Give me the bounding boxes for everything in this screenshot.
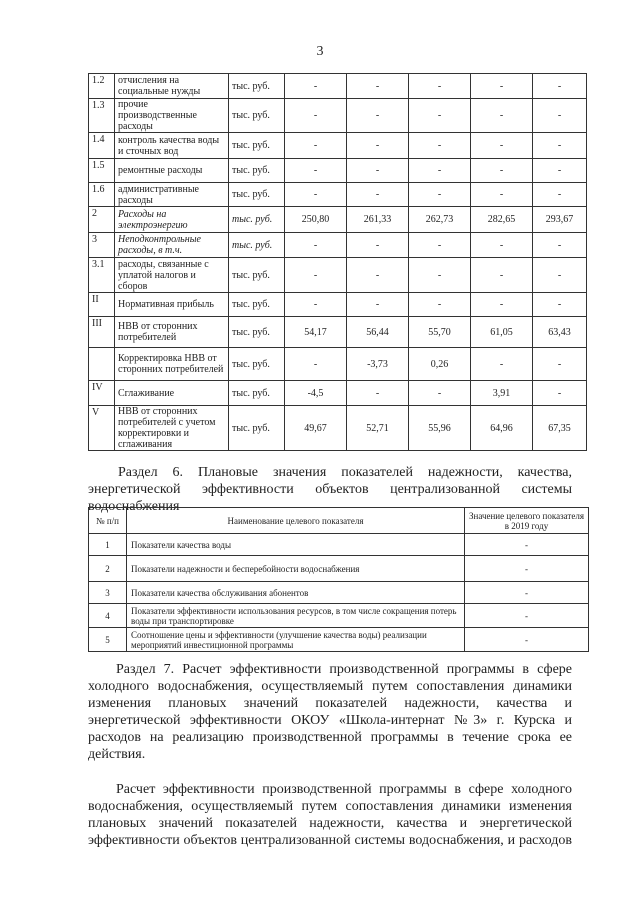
- indicator-number: 2: [89, 556, 127, 582]
- indicator-name: Показатели надежности и бесперебойности водоснабжения: [127, 556, 465, 582]
- value-cell: -: [533, 348, 587, 381]
- row-name: НВВ от сторонних потребителей с учетом корректировки и сглаживания: [115, 406, 229, 451]
- value-cell: -: [285, 183, 347, 207]
- value-cell: -: [347, 133, 409, 159]
- page-number: 3: [316, 44, 324, 59]
- value-cell: -: [471, 183, 533, 207]
- value-cell: 282,65: [471, 207, 533, 233]
- value-cell: -: [409, 159, 471, 183]
- value-cell: -: [533, 183, 587, 207]
- value-cell: -: [471, 74, 533, 99]
- row-unit: тыс. руб.: [229, 317, 285, 348]
- table-row: [89, 233, 587, 258]
- header-name: Наименование целевого показателя: [127, 508, 465, 534]
- table-row: [89, 556, 589, 582]
- text-line: водоснабжения, осуществляемый путем сопоставления динамики изменения: [88, 799, 572, 814]
- table-row: [89, 348, 587, 381]
- table-header-row: [89, 508, 589, 534]
- value-cell: -: [533, 99, 587, 133]
- value-cell: -: [409, 233, 471, 258]
- value-cell: 293,67: [533, 207, 587, 233]
- indicator-number: 3: [89, 582, 127, 604]
- indicator-number: 4: [89, 604, 127, 628]
- text-line: плановых значений показателей надежности, качества и энергетической: [88, 816, 572, 831]
- text-line: изменения плановых значений показателей надежности, качества и: [88, 696, 572, 711]
- value-cell: -: [409, 99, 471, 133]
- value-cell: 67,35: [533, 406, 587, 451]
- value-cell: -: [285, 348, 347, 381]
- value-cell: -: [347, 233, 409, 258]
- value-cell: -: [471, 99, 533, 133]
- section-6-heading: [118, 464, 572, 481]
- value-cell: -: [471, 133, 533, 159]
- section-6-line: водоснабжения: [88, 499, 180, 514]
- row-name: контроль качества воды и сточных вод: [115, 133, 229, 159]
- row-unit: тыс. руб.: [229, 293, 285, 317]
- indicator-value: -: [465, 582, 589, 604]
- table-row: [89, 183, 587, 207]
- value-cell: -: [285, 258, 347, 293]
- text-line: Раздел 7. Расчет эффективности производственной программы в сфере: [116, 662, 572, 677]
- header-num: № п/п: [89, 508, 127, 534]
- value-cell: -: [347, 258, 409, 293]
- row-unit: тыс. руб.: [229, 348, 285, 381]
- table-row: [89, 293, 587, 317]
- row-name: Корректировка НВВ от сторонних потребителей: [115, 348, 229, 381]
- row-number: 1.2: [89, 74, 115, 99]
- row-name: Нормативная прибыль: [115, 293, 229, 317]
- row-unit: тыс. руб.: [229, 159, 285, 183]
- row-name: административные расходы: [115, 183, 229, 207]
- row-number: III: [89, 317, 115, 348]
- value-cell: 3,91: [471, 381, 533, 406]
- table-row: [89, 406, 587, 451]
- row-unit: тыс. руб.: [229, 381, 285, 406]
- row-number: 1.6: [89, 183, 115, 207]
- row-name: отчисления на социальные нужды: [115, 74, 229, 99]
- row-name: прочие производственные расходы: [115, 99, 229, 133]
- row-name: Сглаживание: [115, 381, 229, 406]
- value-cell: -: [533, 381, 587, 406]
- value-cell: -: [471, 348, 533, 381]
- section-7-paragraph: [88, 661, 572, 763]
- value-cell: 54,17: [285, 317, 347, 348]
- value-cell: -: [533, 258, 587, 293]
- value-cell: -: [533, 233, 587, 258]
- row-number: 2: [89, 207, 115, 233]
- value-cell: -: [533, 74, 587, 99]
- table-row: [89, 628, 589, 652]
- value-cell: -: [409, 183, 471, 207]
- financial-table: [88, 73, 587, 451]
- value-cell: -4,5: [285, 381, 347, 406]
- row-unit: тыс. руб.: [229, 258, 285, 293]
- row-unit: тыс. руб.: [229, 74, 285, 99]
- table-row: [89, 207, 587, 233]
- value-cell: 61,05: [471, 317, 533, 348]
- row-unit: тыс. руб.: [229, 99, 285, 133]
- indicator-value: -: [465, 534, 589, 556]
- value-cell: -: [409, 74, 471, 99]
- row-unit: тыс. руб.: [229, 133, 285, 159]
- text-line: действия.: [88, 747, 146, 762]
- row-unit: тыс. руб.: [229, 207, 285, 233]
- value-cell: -: [347, 183, 409, 207]
- value-cell: -: [285, 133, 347, 159]
- table-row: [89, 381, 587, 406]
- row-name: Расходы на электроэнергию: [115, 207, 229, 233]
- value-cell: -: [409, 293, 471, 317]
- efficiency-paragraph: [88, 781, 572, 849]
- value-cell: -: [347, 293, 409, 317]
- value-cell: -: [285, 233, 347, 258]
- value-cell: -: [409, 258, 471, 293]
- text-line: Расчет эффективности производственной программы в сфере холодного: [116, 782, 572, 797]
- row-number: 1.5: [89, 159, 115, 183]
- table-row: [89, 74, 587, 99]
- row-unit: тыс. руб.: [229, 183, 285, 207]
- row-unit: тыс. руб.: [229, 233, 285, 258]
- row-unit: тыс. руб.: [229, 406, 285, 451]
- indicators-table: [88, 507, 589, 652]
- indicator-name: Соотношение цены и эффективности (улучшение качества воды) реализации мероприятий инвестиционной программы: [127, 628, 465, 652]
- row-name: НВВ от сторонних потребителей: [115, 317, 229, 348]
- text-line: холодного водоснабжения, осуществляемый путем сопоставления динамики: [88, 679, 572, 694]
- value-cell: -: [285, 159, 347, 183]
- value-cell: 56,44: [347, 317, 409, 348]
- value-cell: -: [285, 99, 347, 133]
- value-cell: 63,43: [533, 317, 587, 348]
- table-row: [89, 604, 589, 628]
- value-cell: -: [347, 381, 409, 406]
- row-number: 1.3: [89, 99, 115, 133]
- table-row: [89, 159, 587, 183]
- row-name: Неподконтрольные расходы, в т.ч.: [115, 233, 229, 258]
- table-row: [89, 133, 587, 159]
- value-cell: -: [471, 293, 533, 317]
- text-line: расходов на реализацию производственной программы в течение срока ее: [88, 730, 572, 745]
- row-number: 1.4: [89, 133, 115, 159]
- value-cell: -: [471, 258, 533, 293]
- value-cell: 55,70: [409, 317, 471, 348]
- section-6-line: энергетической эффективности объектов централизованной системы: [88, 482, 572, 497]
- value-cell: 250,80: [285, 207, 347, 233]
- value-cell: 55,96: [409, 406, 471, 451]
- row-number: II: [89, 293, 115, 317]
- row-name: ремонтные расходы: [115, 159, 229, 183]
- value-cell: 52,71: [347, 406, 409, 451]
- indicator-number: 1: [89, 534, 127, 556]
- value-cell: 261,33: [347, 207, 409, 233]
- indicator-number: 5: [89, 628, 127, 652]
- row-name: расходы, связанные с уплатой налогов и сборов: [115, 258, 229, 293]
- value-cell: -: [285, 74, 347, 99]
- value-cell: -: [409, 133, 471, 159]
- value-cell: -: [533, 293, 587, 317]
- value-cell: -: [409, 381, 471, 406]
- row-number: 3.1: [89, 258, 115, 293]
- value-cell: 262,73: [409, 207, 471, 233]
- value-cell: -: [347, 99, 409, 133]
- indicator-name: Показатели эффективности использования ресурсов, в том числе сокращения потерь воды при транспортировке: [127, 604, 465, 628]
- value-cell: -: [471, 159, 533, 183]
- value-cell: -3,73: [347, 348, 409, 381]
- indicator-name: Показатели качества обслуживания абонентов: [127, 582, 465, 604]
- indicator-value: -: [465, 556, 589, 582]
- row-number: V: [89, 406, 115, 451]
- text-line: эффективности объектов централизованной системы водоснабжения, и расходов: [88, 833, 572, 848]
- table-row: [89, 99, 587, 133]
- indicator-name: Показатели качества воды: [127, 534, 465, 556]
- value-cell: 64,96: [471, 406, 533, 451]
- value-cell: -: [471, 233, 533, 258]
- value-cell: -: [533, 133, 587, 159]
- table-row: [89, 582, 589, 604]
- value-cell: 0,26: [409, 348, 471, 381]
- section-6-line: Раздел 6. Плановые значения показателей надежности, качества,: [118, 465, 572, 480]
- table-row: [89, 534, 589, 556]
- table-row: [89, 317, 587, 348]
- indicator-value: -: [465, 628, 589, 652]
- value-cell: 49,67: [285, 406, 347, 451]
- header-value: Значение целевого показателя в 2019 году: [465, 508, 589, 534]
- row-number: IV: [89, 381, 115, 406]
- text-line: энергетической эффективности ОКОУ «Школа-интернат №3» г. Курска и: [88, 713, 572, 728]
- row-number: [89, 348, 115, 381]
- table-row: [89, 258, 587, 293]
- value-cell: -: [347, 159, 409, 183]
- indicator-value: -: [465, 604, 589, 628]
- value-cell: -: [285, 293, 347, 317]
- value-cell: -: [533, 159, 587, 183]
- row-number: 3: [89, 233, 115, 258]
- value-cell: -: [347, 74, 409, 99]
